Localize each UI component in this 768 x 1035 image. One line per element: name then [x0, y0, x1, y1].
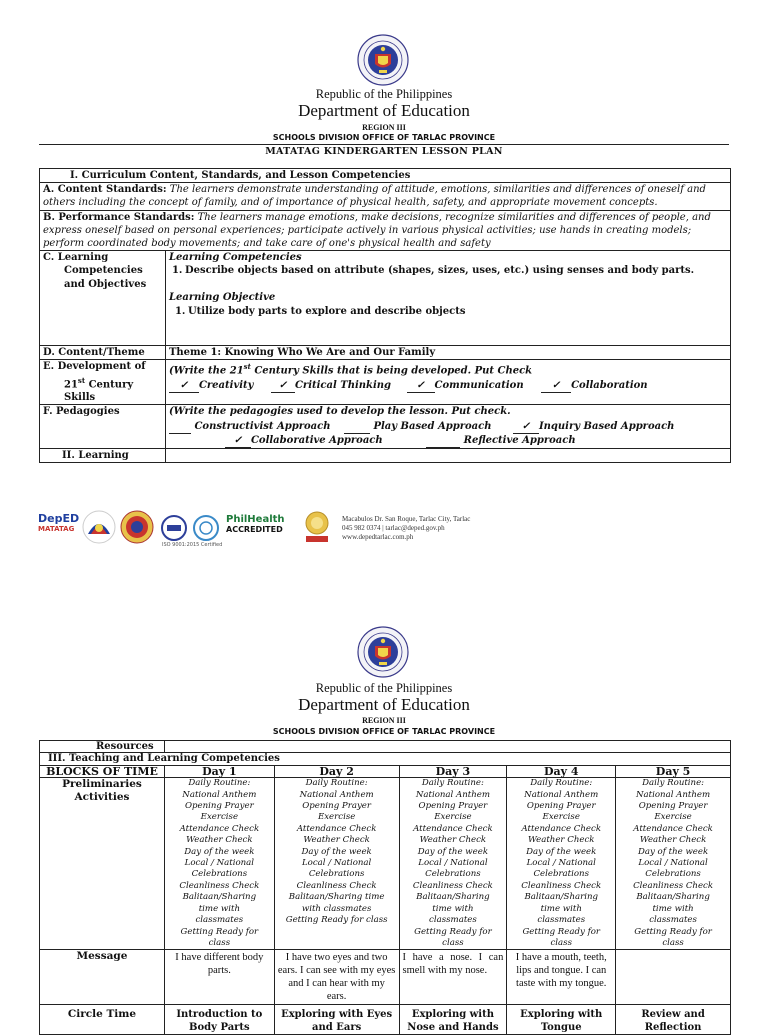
prelim-line: Local / National	[526, 858, 596, 869]
division-office-page2: SCHOOLS DIVISION OFFICE OF TARLAC PROVINCE	[272, 727, 496, 736]
lesson-plan-title: MATATAG KINDERGARTEN LESSON PLAN	[265, 146, 503, 157]
objective-item	[169, 305, 727, 318]
pedagogy-play-based: Play Based Approach	[373, 420, 492, 432]
prelim-line: Celebrations	[191, 869, 248, 880]
prelim-line: Cleanliness Check	[179, 880, 260, 891]
blocks-of-time-label: BLOCKS OF TIME	[40, 765, 165, 777]
learning-competencies-label	[40, 251, 166, 346]
skill-critical-thinking: Critical Thinking	[294, 379, 392, 391]
preliminaries-label-line2: Activities	[74, 791, 130, 804]
learning-label-line3: and Objectives	[64, 278, 147, 290]
day-5-message	[616, 950, 731, 1005]
department-title: Department of Education	[298, 101, 470, 120]
department-title-page2: Department of Education	[298, 695, 470, 714]
development-row	[40, 360, 731, 405]
prelim-line: Exercise	[200, 812, 239, 823]
prelim-line: Attendance Check	[521, 823, 602, 834]
prelim-line: classmates	[537, 915, 586, 926]
prelim-line: Getting Ready for	[634, 926, 712, 937]
development-instruction-b: Century Skills that is being developed. Put Check	[250, 365, 533, 377]
prelim-line: Attendance Check	[633, 823, 713, 834]
development-label-line2	[43, 374, 162, 392]
prelim-line: Local / National	[184, 858, 255, 869]
prelim-line: class	[550, 937, 572, 948]
prelim-line: Opening Prayer	[418, 801, 488, 812]
prelim-line: Day of the week	[526, 846, 597, 857]
footer-phone-email: 045 982 0374 | tarlac@deped.gov.ph	[342, 524, 445, 532]
day-3-header: Day 3	[399, 765, 507, 777]
prelim-line: Balitaan/Sharing	[182, 892, 257, 903]
circle-time-label: Circle Time	[40, 1005, 165, 1035]
division-seal-logo	[120, 510, 154, 544]
matatag-wordmark: MATATAG	[38, 525, 75, 533]
development-label-num: 21	[64, 378, 78, 390]
skill-collaboration: Collaboration	[571, 379, 648, 391]
region-label-page2: REGION III	[362, 716, 406, 725]
prelim-line: time with	[652, 903, 694, 914]
content-theme-row	[40, 346, 731, 360]
objective-text: Utilize body parts to explore and describe objects	[187, 305, 466, 317]
prelim-line: Celebrations	[645, 869, 701, 880]
performance-standards-label: B. Performance Standards:	[43, 211, 195, 223]
pedagogies-line2	[169, 434, 727, 448]
prelim-line: Getting Ready for	[522, 926, 601, 937]
inquiry-based-check: ✓	[513, 420, 539, 434]
prelim-line: National Anthem	[299, 789, 374, 800]
development-label-sup: st	[77, 375, 86, 385]
section3-heading-row	[40, 753, 731, 765]
performance-standards-cell	[40, 210, 731, 251]
learning-row-content	[165, 448, 730, 462]
iso-caption: ISO 9001:2015 Certified	[162, 542, 223, 548]
content-theme-text: Theme 1: Knowing Who We Are and Our Family	[165, 346, 730, 360]
resources-content	[164, 741, 730, 753]
philhealth-wordmark: PhilHealth	[226, 514, 285, 525]
development-label	[40, 360, 166, 405]
iso-certification-logo	[160, 514, 188, 542]
day-1-preliminaries	[164, 778, 274, 950]
prelim-line: Exercise	[542, 812, 580, 823]
prelim-line: Local / National	[418, 858, 488, 869]
republic-title: Republic of the Philippines	[315, 87, 453, 101]
division-office: SCHOOLS DIVISION OFFICE OF TARLAC PROVINCE	[272, 133, 496, 142]
content-standards-row	[40, 183, 731, 210]
learning-row	[40, 448, 731, 462]
development-content	[165, 360, 730, 405]
communication-check: ✓	[407, 379, 435, 393]
reflective-blank	[426, 434, 460, 448]
pedagogies-row	[40, 405, 731, 449]
development-label-line1: E. Development of	[43, 361, 146, 373]
region-label: REGION III	[362, 123, 406, 132]
prelim-line: Day of the week	[417, 846, 489, 857]
prelim-line: National Anthem	[415, 789, 490, 800]
learning-row-label: II. Learning	[40, 448, 166, 462]
day-2-preliminaries	[274, 778, 399, 950]
preliminaries-row	[40, 778, 731, 950]
pedagogy-reflective: Reflective Approach	[463, 434, 576, 446]
prelim-line: Balitaan/Sharing	[524, 892, 598, 903]
philhealth-accredited-logo	[226, 514, 296, 534]
competency-item	[169, 264, 727, 278]
contact-info	[342, 515, 470, 542]
pedagogy-collaborative: Collaborative Approach	[250, 434, 383, 446]
prelim-line: Celebrations	[425, 869, 481, 880]
accredited-wordmark: ACCREDITED	[226, 525, 283, 534]
competency-number: 1.	[171, 265, 183, 277]
prelim-line: classmates	[429, 915, 477, 926]
skills-checklist	[169, 379, 727, 393]
day-4-preliminaries	[507, 778, 616, 950]
bagong-pilipinas-logo	[82, 510, 116, 544]
prelim-line: with classmates	[301, 903, 372, 914]
award-seal-logo	[302, 510, 332, 546]
critical-thinking-check: ✓	[271, 379, 295, 393]
prelim-line: Celebrations	[308, 869, 365, 880]
content-standards-text: The learners demonstrate understanding of attitude, emotions, similarities and differences of oneself and others including the concept of family, and of importance of physical health, safety, and appropriate movement concepts.	[43, 184, 706, 209]
prelim-line: Daily Routine:	[188, 778, 251, 789]
page-footer	[38, 508, 508, 550]
prelim-line: Day of the week	[301, 846, 372, 857]
prelim-line: Cleanliness Check	[296, 880, 377, 891]
development-label-century: Century	[85, 378, 134, 390]
prelim-line: Weather Check	[303, 835, 370, 846]
prelim-line: Exercise	[317, 812, 356, 823]
prelim-line: classmates	[195, 915, 244, 926]
pedagogies-line1	[169, 420, 727, 434]
prelim-line: Weather Check	[528, 835, 595, 846]
day-5-preliminaries	[616, 778, 731, 950]
day-4-circle-time: Exploring with Tongue	[507, 1005, 616, 1035]
skill-communication: Communication	[434, 379, 524, 391]
day-3-preliminaries	[399, 778, 507, 950]
deped-matatag-logo	[38, 512, 80, 533]
performance-standards-text: The learners manage emotions, make decisions, recognize similarities and differences of people, and express oneself based on personal experiences; participate actively in various physical activities; use hands in creating models; perform coordinated body movements; and take care of one's physical health and safety	[43, 211, 711, 250]
circle-time-row	[40, 1005, 731, 1035]
prelim-line: Day of the week	[184, 846, 255, 857]
prelim-line: Cleanliness Check	[412, 880, 493, 891]
footer-address: Macabulos Dr. San Roque, Tarlac City, Tarlac	[342, 515, 471, 523]
prelim-line: time with	[198, 903, 240, 914]
day-5-circle-time: Review and Reflection	[616, 1005, 731, 1035]
performance-standards-row	[40, 210, 731, 251]
prelim-line: Getting Ready for	[180, 926, 259, 937]
deped-seal-logo	[357, 34, 409, 86]
pedagogy-inquiry-based: Inquiry Based Approach	[538, 420, 675, 432]
prelim-line: Opening Prayer	[302, 801, 371, 812]
prelim-line: Attendance Check	[413, 823, 493, 834]
content-standards-cell	[40, 183, 731, 210]
resources-row	[40, 741, 731, 753]
learning-competencies-content	[165, 251, 730, 346]
day-4-header: Day 4	[507, 765, 616, 777]
resources-label: Resources	[40, 741, 165, 753]
collaborative-check: ✓	[225, 434, 251, 448]
prelim-line: Exercise	[654, 812, 692, 823]
prelim-line: Cleanliness Check	[521, 880, 602, 891]
preliminaries-label-line1: Preliminaries	[62, 778, 142, 791]
constructivist-blank	[169, 420, 191, 434]
prelim-line: Weather Check	[419, 835, 487, 846]
republic-title-page2: Republic of the Philippines	[315, 681, 453, 695]
learning-competencies-row	[40, 251, 731, 346]
prelim-line: Balitaan/Sharing time	[288, 892, 385, 903]
prelim-line: National Anthem	[182, 789, 257, 800]
day-3-circle-time: Exploring with Nose and Hands	[399, 1005, 507, 1035]
deped-wordmark: DepED	[38, 512, 80, 525]
collaboration-check: ✓	[541, 379, 571, 393]
day-1-header: Day 1	[164, 765, 274, 777]
prelim-line: Daily Routine:	[421, 778, 484, 789]
day-2-message: I have two eyes and two ears. I can see with my eyes and I can hear with my ears.	[274, 950, 399, 1005]
prelim-line: Balitaan/Sharing	[416, 892, 490, 903]
prelim-line: classmates	[649, 915, 697, 926]
footer-website: www.depedtarlac.com.ph	[342, 533, 414, 541]
prelim-line: Weather Check	[186, 835, 253, 846]
deped-seal-logo-page2	[357, 626, 409, 678]
development-instruction-a: (Write the 21	[168, 365, 244, 377]
prelim-line: class	[442, 937, 464, 948]
skill-creativity: Creativity	[198, 379, 254, 391]
day-1-circle-time: Introduction to Body Parts	[164, 1005, 274, 1035]
prelim-line: Cleanliness Check	[633, 880, 714, 891]
prelim-line: class	[208, 937, 231, 948]
prelim-line: Attendance Check	[296, 823, 377, 834]
development-label-line3: Skills	[64, 392, 96, 404]
prelim-line: Opening Prayer	[526, 801, 596, 812]
competency-text: Describe objects based on attribute (shapes, sizes, uses, etc.) using senses and body parts.	[184, 265, 695, 277]
day-1-message: I have different body parts.	[164, 950, 274, 1005]
prelim-line: Day of the week	[637, 846, 709, 857]
prelim-line: Local / National	[638, 858, 708, 869]
objective-title: Learning Objective	[168, 292, 276, 304]
day-2-header: Day 2	[274, 765, 399, 777]
prelim-line: Celebrations	[533, 869, 590, 880]
prelim-line: Opening Prayer	[184, 801, 254, 812]
pedagogies-content	[165, 405, 730, 449]
teaching-table	[39, 740, 731, 1035]
development-instruction	[169, 360, 727, 378]
header-divider	[39, 144, 729, 145]
prelim-line: Getting Ready for class	[285, 915, 388, 926]
prelim-line: Getting Ready for	[414, 926, 492, 937]
prelim-line: Attendance Check	[179, 823, 260, 834]
message-label: Message	[40, 950, 165, 1005]
pedagogies-instruction: (Write the pedagogies used to develop the lesson. Put check.	[168, 406, 511, 418]
day-4-message: I have a mouth, teeth, lips and tongue. I can taste with my tongue.	[507, 950, 616, 1005]
section3-heading: III. Teaching and Learning Competencies	[40, 753, 731, 765]
prelim-line: National Anthem	[636, 789, 711, 800]
prelim-line: class	[662, 937, 684, 948]
content-theme-label: D. Content/Theme	[40, 346, 166, 360]
prelim-line: time with	[540, 903, 582, 914]
prelim-line: time with	[432, 903, 474, 914]
prelim-line: Local / National	[301, 858, 372, 869]
development-instruction-sup: st	[243, 362, 251, 372]
prelim-line: Exercise	[434, 812, 472, 823]
prelim-line: Daily Routine:	[530, 778, 593, 789]
content-standards-label: A. Content Standards:	[43, 184, 167, 196]
competencies-title: Learning Competencies	[168, 252, 302, 264]
day-2-circle-time: Exploring with Eyes and Ears	[274, 1005, 399, 1035]
play-based-blank	[344, 420, 370, 434]
pedagogy-constructivist: Constructivist Approach	[194, 420, 331, 432]
objective-number: 1.	[174, 305, 186, 317]
prelim-line: Opening Prayer	[638, 801, 708, 812]
message-row	[40, 950, 731, 1005]
day-3-message: I have a nose. I can smell with my nose.	[399, 950, 507, 1005]
learning-label-line2: Competencies	[64, 265, 143, 277]
iso-mark-logo	[192, 514, 220, 542]
creativity-check: ✓	[169, 379, 199, 393]
section1-heading-row	[40, 169, 731, 183]
preliminaries-label	[40, 778, 165, 950]
prelim-line: National Anthem	[524, 789, 599, 800]
prelim-line: Balitaan/Sharing	[636, 892, 710, 903]
prelim-line: Weather Check	[639, 835, 707, 846]
prelim-line: Daily Routine:	[642, 778, 705, 789]
section1-heading: I. Curriculum Content, Standards, and Lesson Competencies	[40, 169, 731, 183]
learning-label-line1: C. Learning	[43, 252, 109, 264]
prelim-line: Daily Routine:	[305, 778, 368, 789]
days-header-row	[40, 765, 731, 777]
day-5-header: Day 5	[616, 765, 731, 777]
lesson-plan-page-2	[0, 560, 768, 1034]
pedagogies-label: F. Pedagogies	[40, 405, 166, 449]
curriculum-table	[39, 168, 731, 463]
